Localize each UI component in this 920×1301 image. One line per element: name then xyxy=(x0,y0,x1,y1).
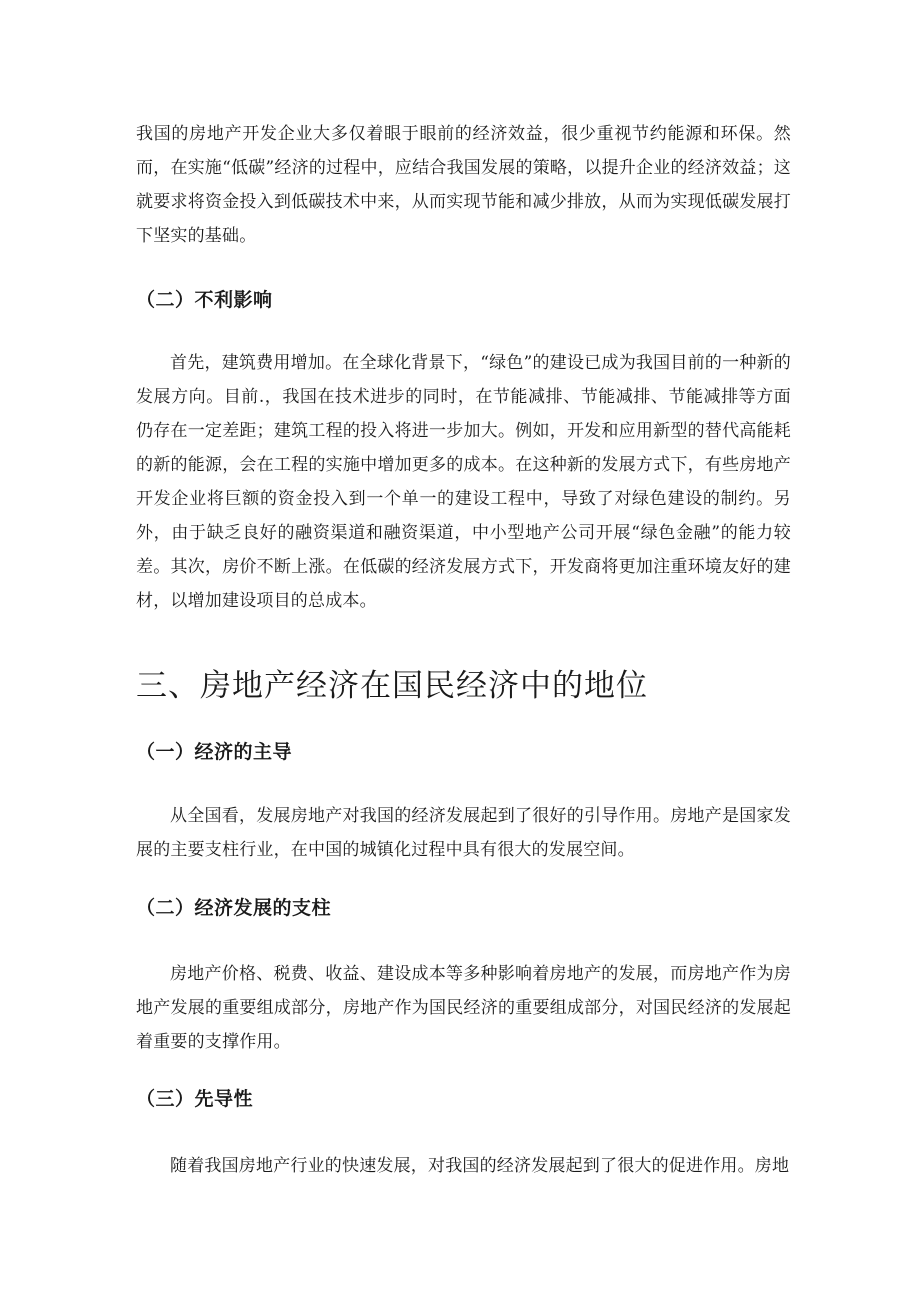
subheading-economic-leader: （一）经济的主导 xyxy=(136,741,293,763)
paragraph-adverse-effects: 首先，建筑费用增加。在全球化背景下，“绿色”的建设已成为我国目前的一种新的发展方向。目前.，我国在技术进步的同时，在节能减排、节能减排、节能减排等方面仍存在一定差距；建筑工程的投入将进一步加大。例如，开发和应用新型的替代高能耗的新的能源，会在工程的实施中增加更多的成本。在这种新的发展方式下，有些房地产开发企业将巨额的资金投入到一个单一的建设工程中，导致了对绿色建设的制约。另外，由于缺乏良好的融资渠道和融资渠道，中小型地产公司开展“绿色金融”的能力较差。其次，房价不断上涨。在低碳的经济发展方式下，开发商将更加注重环境友好的建材，以增加建设项目的总成本。 xyxy=(136,353,791,611)
section-heading-3: 三、房地产经济在国民经济中的地位 xyxy=(136,668,648,704)
paragraph-economic-leader: 从全国看，发展房地产对我国的经济发展起到了很好的引导作用。房地产是国家发展的主要支柱行业，在中国的城镇化过程中具有很大的发展空间。 xyxy=(136,806,791,860)
paragraph-low-carbon-investment: 我国的房地产开发企业大多仅着眼于眼前的经济效益，很少重视节约能源和环保。然而，在实施“低碳”经济的过程中，应结合我国发展的策略，以提升企业的经济效益；这就要求将资金投入到低碳技术中来，从而实现节能和减少排放，从而为实现低碳发展打下坚实的基础。 xyxy=(136,124,791,246)
subheading-adverse-effects: （二）不利影响 xyxy=(136,289,273,311)
subheading-pioneering: （三）先导性 xyxy=(136,1088,254,1110)
paragraph-economic-pillar: 房地产价格、税费、收益、建设成本等多种影响着房地产的发展，而房地产作为房地产发展的重要组成部分，房地产作为国民经济的重要组成部分，对国民经济的发展起着重要的支撑作用。 xyxy=(136,964,791,1052)
paragraph-pioneering: 随着我国房地产行业的快速发展，对我国的经济发展起到了很大的促进作用。房地 xyxy=(170,1156,790,1176)
subheading-economic-pillar: （二）经济发展的支柱 xyxy=(136,897,332,919)
